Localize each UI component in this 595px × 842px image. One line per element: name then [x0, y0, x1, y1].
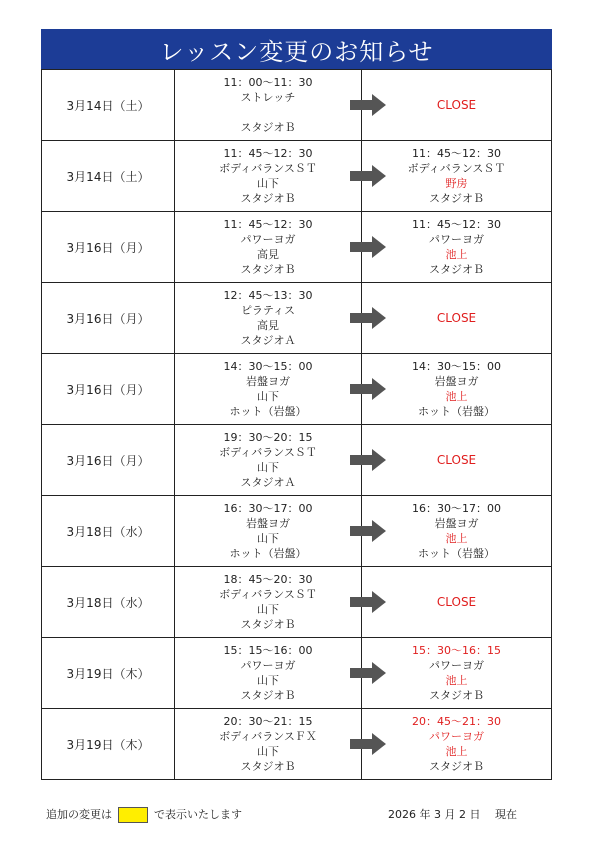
changed-lesson	[362, 425, 552, 496]
table-row	[42, 567, 552, 638]
original-lesson-line: 11：45～12：30	[223, 147, 313, 160]
original-lesson-line: ストレッチ	[240, 91, 296, 104]
table-row	[42, 141, 552, 212]
right-arrow-icon	[350, 591, 386, 613]
row-date: 3月16日（月）	[42, 283, 175, 354]
as-of-date: 2026 年 3 月 2 日 現在	[388, 808, 517, 821]
changed-lesson-line: スタジオＢ	[429, 263, 484, 276]
schedule-table	[41, 69, 552, 780]
changed-lesson	[362, 496, 552, 567]
close-label: CLOSE	[436, 310, 477, 325]
row-date: 3月16日（月）	[42, 425, 175, 496]
original-lesson-line: ピラティス	[240, 304, 296, 317]
original-lesson	[175, 709, 362, 780]
original-lesson	[175, 70, 362, 141]
original-lesson-line: スタジオＡ	[240, 476, 296, 489]
original-lesson-line: スタジオＢ	[240, 192, 296, 205]
changed-lesson-line: スタジオＢ	[429, 760, 484, 773]
changed-lesson-line: パワーヨガ	[429, 659, 484, 672]
row-date: 3月14日（土）	[42, 70, 175, 141]
original-lesson-line: 14：30～15：00	[223, 360, 313, 373]
changed-lesson	[362, 212, 552, 283]
changed-lesson-line: 15：30～16：15	[412, 644, 501, 657]
legend	[46, 806, 242, 823]
original-lesson-line: スタジオＢ	[240, 689, 296, 702]
original-lesson-line: スタジオＢ	[240, 618, 296, 631]
original-lesson-line: 山下	[257, 603, 279, 616]
original-lesson-line: 山下	[257, 390, 279, 403]
original-lesson-line: 岩盤ヨガ	[246, 375, 290, 388]
right-arrow-icon	[350, 378, 386, 400]
changed-lesson	[362, 141, 552, 212]
changed-lesson-line: 池上	[445, 390, 468, 403]
row-date: 3月14日（土）	[42, 141, 175, 212]
changed-lesson-line: 野房	[445, 177, 468, 190]
original-lesson	[175, 212, 362, 283]
changed-lesson-line: 11：45～12：30	[412, 147, 501, 160]
original-lesson-line: 岩盤ヨガ	[246, 517, 290, 530]
row-date: 3月19日（木）	[42, 709, 175, 780]
changed-lesson-line: 14：30～15：00	[412, 360, 501, 373]
original-lesson-line: 11：00～11：30	[223, 76, 313, 89]
original-lesson-line: 高見	[257, 248, 279, 261]
changed-lesson-line: ボディバランスＳＴ	[407, 162, 506, 175]
original-lesson-line: スタジオＢ	[240, 760, 296, 773]
changed-lesson-line: パワーヨガ	[429, 233, 484, 246]
original-lesson-line: ボディバランスＦＸ	[219, 730, 317, 743]
original-lesson	[175, 141, 362, 212]
close-label: CLOSE	[436, 97, 477, 112]
table-row	[42, 354, 552, 425]
row-date: 3月16日（月）	[42, 354, 175, 425]
original-lesson	[175, 425, 362, 496]
changed-lesson-line: パワーヨガ	[429, 730, 484, 743]
right-arrow-icon	[350, 94, 386, 116]
original-lesson	[175, 496, 362, 567]
original-lesson-line: 山下	[257, 674, 279, 687]
original-lesson-line: スタジオＢ	[240, 263, 296, 276]
original-lesson-line: 12：45～13：30	[223, 289, 313, 302]
original-lesson-line: ボディバランスＳＴ	[219, 588, 317, 601]
changed-lesson-line: ホット（岩盤）	[418, 547, 495, 560]
changed-lesson-line: ホット（岩盤）	[418, 405, 495, 418]
table-row	[42, 212, 552, 283]
table-row	[42, 709, 552, 780]
legend-color-swatch	[118, 807, 148, 823]
changed-lesson-line: 16：30～17：00	[412, 502, 501, 515]
changed-lesson-line: 岩盤ヨガ	[434, 517, 479, 530]
changed-lesson-line: 池上	[445, 745, 468, 758]
original-lesson-line: 山下	[257, 461, 279, 474]
original-lesson-line: ホット（岩盤）	[229, 547, 307, 560]
row-date: 3月16日（月）	[42, 212, 175, 283]
table-row	[42, 425, 552, 496]
original-lesson-line: ボディバランスＳＴ	[219, 162, 317, 175]
changed-lesson	[362, 354, 552, 425]
changed-lesson-line: 池上	[445, 532, 468, 545]
row-date: 3月18日（水）	[42, 567, 175, 638]
legend-suffix: で表示いたします	[154, 808, 242, 821]
right-arrow-icon	[350, 733, 386, 755]
right-arrow-icon	[350, 165, 386, 187]
original-lesson-line: ボディバランスＳＴ	[219, 446, 317, 459]
right-arrow-icon	[350, 307, 386, 329]
changed-lesson	[362, 709, 552, 780]
row-date: 3月19日（木）	[42, 638, 175, 709]
right-arrow-icon	[350, 520, 386, 542]
changed-lesson-line: 池上	[445, 248, 468, 261]
original-lesson-line: 高見	[257, 319, 279, 332]
table-row	[42, 70, 552, 141]
original-lesson-line: パワーヨガ	[240, 233, 296, 246]
close-label: CLOSE	[436, 594, 477, 609]
changed-lesson-line: スタジオＢ	[429, 192, 484, 205]
original-lesson	[175, 567, 362, 638]
original-lesson-line: スタジオＢ	[240, 121, 296, 134]
original-lesson-line: 19：30～20：15	[223, 431, 313, 444]
original-lesson-line: ホット（岩盤）	[229, 405, 307, 418]
original-lesson-line: 18：45～20：30	[223, 573, 313, 586]
changed-lesson-line: 岩盤ヨガ	[434, 375, 479, 388]
changed-lesson-line: 11：45～12：30	[412, 218, 501, 231]
original-lesson	[175, 283, 362, 354]
original-lesson-line: 山下	[257, 532, 279, 545]
original-lesson-line: スタジオＡ	[240, 334, 296, 347]
original-lesson-line: 20：30～21：15	[223, 715, 313, 728]
right-arrow-icon	[350, 449, 386, 471]
changed-lesson	[362, 567, 552, 638]
right-arrow-icon	[350, 662, 386, 684]
table-row	[42, 283, 552, 354]
table-row	[42, 638, 552, 709]
original-lesson-line: 15：15～16：00	[223, 644, 313, 657]
original-lesson-line: 11：45～12：30	[223, 218, 313, 231]
original-lesson-line: 山下	[257, 177, 279, 190]
original-lesson-line: パワーヨガ	[240, 659, 296, 672]
changed-lesson	[362, 638, 552, 709]
original-lesson-line: 山下	[257, 745, 279, 758]
original-lesson-line	[175, 105, 361, 120]
original-lesson-line: 16：30～17：00	[223, 502, 313, 515]
row-date: 3月18日（水）	[42, 496, 175, 567]
changed-lesson-line: スタジオＢ	[429, 689, 484, 702]
legend-prefix: 追加の変更は	[46, 808, 112, 821]
original-lesson	[175, 638, 362, 709]
original-lesson	[175, 354, 362, 425]
close-label: CLOSE	[436, 452, 477, 467]
table-row	[42, 496, 552, 567]
changed-lesson-line: 20：45～21：30	[412, 715, 501, 728]
right-arrow-icon	[350, 236, 386, 258]
changed-lesson-line: 池上	[445, 674, 468, 687]
changed-lesson	[362, 70, 552, 141]
changed-lesson	[362, 283, 552, 354]
page-title: レッスン変更のお知らせ	[41, 29, 552, 69]
